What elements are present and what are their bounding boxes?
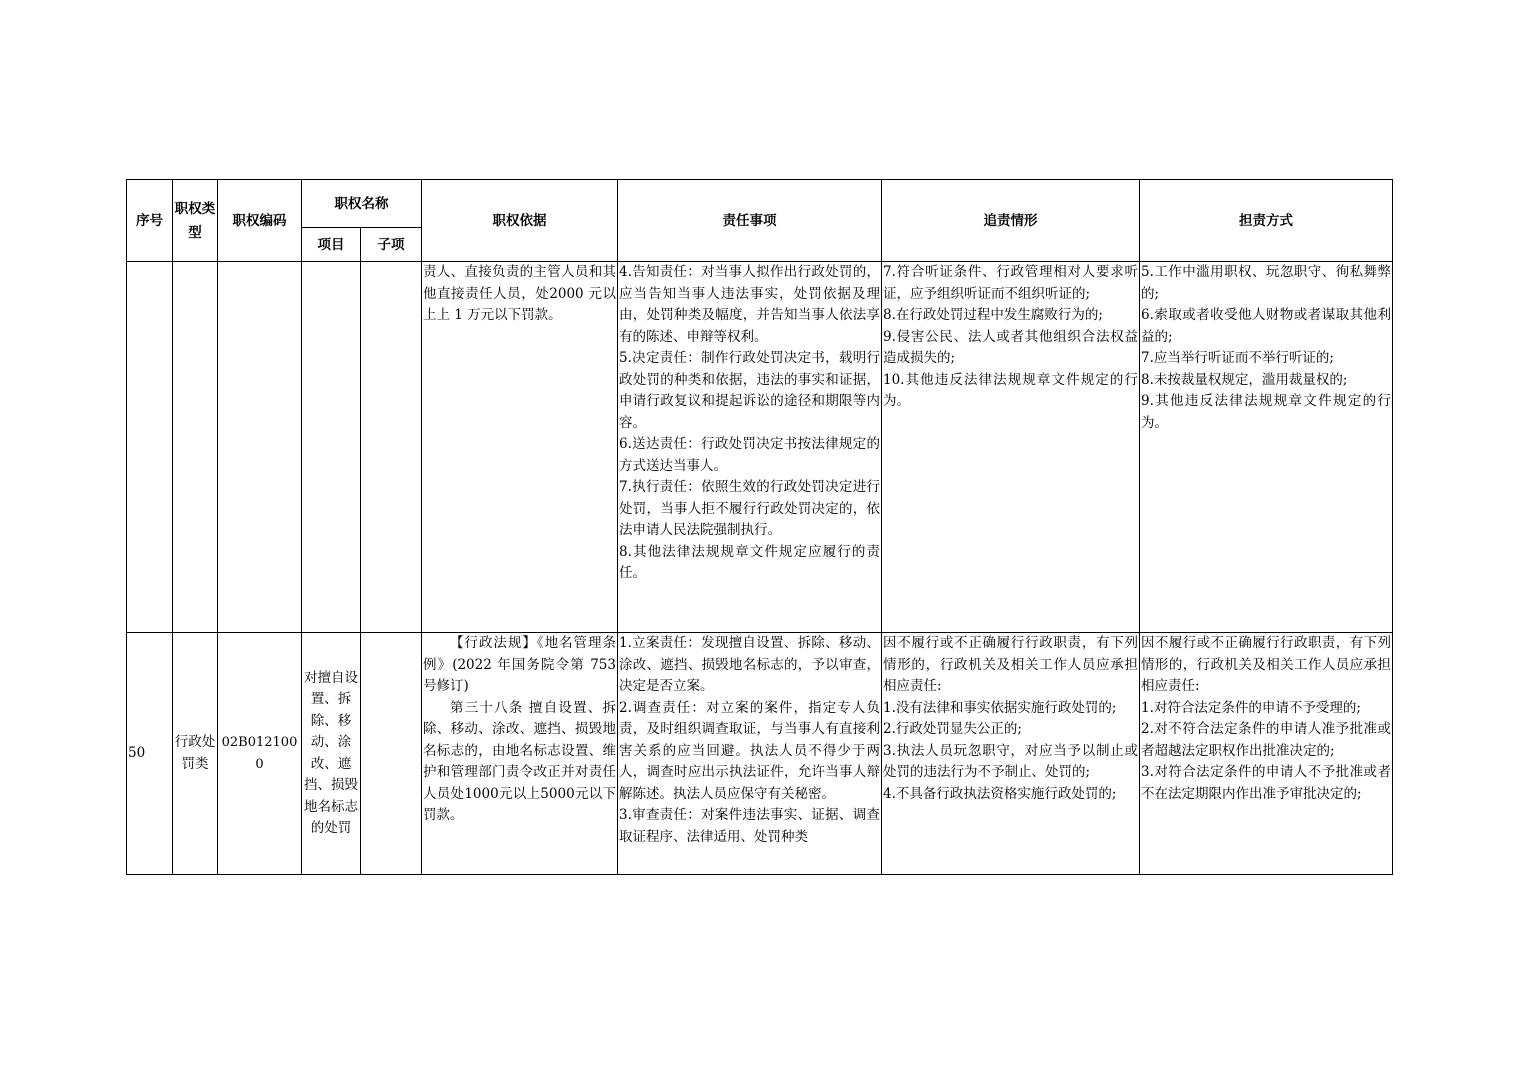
header-seq: 序号 bbox=[127, 180, 173, 262]
table-row bbox=[127, 633, 1393, 875]
basis-paragraph: 责人、直接负责的主管人员和其他直接责任人员，处2000 元以上上 1 万元以下罚款。 bbox=[423, 264, 616, 323]
method-item: 1.对符合法定条件的申请不予受理的; bbox=[1141, 699, 1361, 716]
header-responsibility: 责任事项 bbox=[618, 180, 882, 262]
header-name: 职权名称 bbox=[302, 180, 422, 228]
accountability-item: 7.符合听证条件、行政管理相对人要求听证，应予组织听证而不组织听证的; bbox=[883, 264, 1138, 302]
method-item: 2.对不符合法定条件的申请人准予批准或者超越法定职权作出批准决定的; bbox=[1141, 721, 1391, 759]
authority-table bbox=[126, 179, 1393, 875]
responsibility-item: 6.送达责任：行政处罚决定书按法律规定的方式送达当事人。 bbox=[619, 436, 880, 474]
accountability-item: 4.不具备行政执法资格实施行政处罚的; bbox=[883, 785, 1117, 802]
cell-type bbox=[173, 262, 218, 633]
method-item: 5.工作中滥用职权、玩忽职守、徇私舞弊的; bbox=[1141, 264, 1391, 302]
accountability-item: 2.行政处罚显失公正的; bbox=[883, 721, 1022, 737]
method-item: 9.其他违反法律法规规章文件规定的行为。 bbox=[1141, 393, 1391, 431]
cell-accountability bbox=[882, 633, 1140, 875]
header-code: 职权编码 bbox=[218, 180, 302, 262]
cell-responsibility bbox=[618, 262, 882, 633]
header-accountability: 追责情形 bbox=[882, 180, 1140, 262]
table-row bbox=[127, 262, 1393, 633]
accountability-item: 9.侵害公民、法人或者其他组织合法权益造成损失的; bbox=[883, 328, 1138, 366]
basis-paragraph: 第三十八条 擅自设置、拆除、移动、涂改、遮挡、损毁地名标志的，由地名标志设置、维护和管理部门责令改正并对责任人员处1000元以上5000元以下罚款。 bbox=[423, 699, 616, 823]
responsibility-item: 4.告知责任：对当事人拟作出行政处罚的，应当告知当事人违法事实，处罚依据及理由，处罚种类及幅度，并告知当事人依法享有的陈述、申辩等权利。 bbox=[619, 264, 880, 345]
accountability-item: 1.没有法律和事实依据实施行政处罚的; bbox=[883, 699, 1117, 716]
cell-method bbox=[1140, 262, 1393, 633]
cell-seq: 50 bbox=[127, 633, 173, 875]
cell-code bbox=[218, 262, 302, 633]
header-method: 担责方式 bbox=[1140, 180, 1393, 262]
cell-subitem bbox=[361, 633, 422, 875]
cell-basis bbox=[422, 262, 618, 633]
method-item: 8.未按裁量权规定，滥用裁量权的; bbox=[1141, 371, 1348, 388]
responsibility-item: 1.立案责任：发现擅自设置、拆除、移动、涂改、遮挡、损毁地名标志的，予以审查，决定是否立案。 bbox=[619, 635, 880, 694]
header-basis: 职权依据 bbox=[422, 180, 618, 262]
cell-type: 行政处罚类 bbox=[173, 633, 218, 875]
cell-item: 对擅自设置、拆除、移动、涂改、遮挡、损毁地名标志的处罚 bbox=[302, 633, 361, 875]
accountability-item: 因不履行或不正确履行行政职责，有下列情形的，行政机关及相关工作人员应承担相应责任: bbox=[883, 635, 1138, 694]
method-item: 6.索取或者收受他人财物或者谋取其他利益的; bbox=[1141, 307, 1391, 345]
cell-method bbox=[1140, 633, 1393, 875]
responsibility-item: 5.决定责任：制作行政处罚决定书，载明行政处罚的种类和依据，违法的事实和证据，申请行政复议和提起诉讼的途径和期限等内容。 bbox=[619, 350, 880, 431]
cell-basis bbox=[422, 633, 618, 875]
cell-subitem bbox=[361, 262, 422, 633]
header-type: 职权类型 bbox=[173, 180, 218, 262]
responsibility-item: 8.其他法律法规规章文件规定应履行的责任。 bbox=[619, 543, 880, 581]
responsibility-item: 3.审查责任：对案件违法事实、证据、调查取证程序、法律适用、处罚种类 bbox=[619, 807, 880, 845]
cell-responsibility bbox=[618, 633, 882, 875]
basis-paragraph: 【行政法规】《地名管理条例》(2022 年国务院令第 753 号修订) bbox=[423, 635, 616, 694]
responsibility-item: 7.执行责任：依照生效的行政处罚决定进行处罚，当事人拒不履行行政处罚决定的，依法申请人民法院强制执行。 bbox=[619, 479, 880, 538]
header-item: 项目 bbox=[302, 228, 361, 262]
header-subitem: 子项 bbox=[361, 228, 422, 262]
responsibility-item: 2.调查责任：对立案的案件，指定专人负责，及时组织调查取证，与当事人有直接利害关系的应当回避。执法人员不得少于两人，调查时应出示执法证件，允许当事人辩解陈述。执法人员应保守有关秘密。 bbox=[619, 699, 880, 802]
cell-seq bbox=[127, 262, 173, 633]
cell-item bbox=[302, 262, 361, 633]
cell-code: 02B0121000 bbox=[218, 633, 302, 875]
cell-accountability bbox=[882, 262, 1140, 633]
accountability-item: 3.执法人员玩忽职守，对应当予以制止或处罚的违法行为不予制止、处罚的; bbox=[883, 742, 1138, 780]
accountability-item: 8.在行政处罚过程中发生腐败行为的; bbox=[883, 307, 1103, 323]
method-item: 因不履行或不正确履行行政职责，有下列情形的，行政机关及相关工作人员应承担相应责任: bbox=[1141, 635, 1391, 694]
accountability-item: 10.其他违反法律法规规章文件规定的行为。 bbox=[883, 371, 1138, 409]
method-item: 3.对符合法定条件的申请人不予批准或者不在法定期限内作出准予审批决定的; bbox=[1141, 764, 1391, 802]
method-item: 7.应当举行听证而不举行听证的; bbox=[1141, 350, 1334, 366]
